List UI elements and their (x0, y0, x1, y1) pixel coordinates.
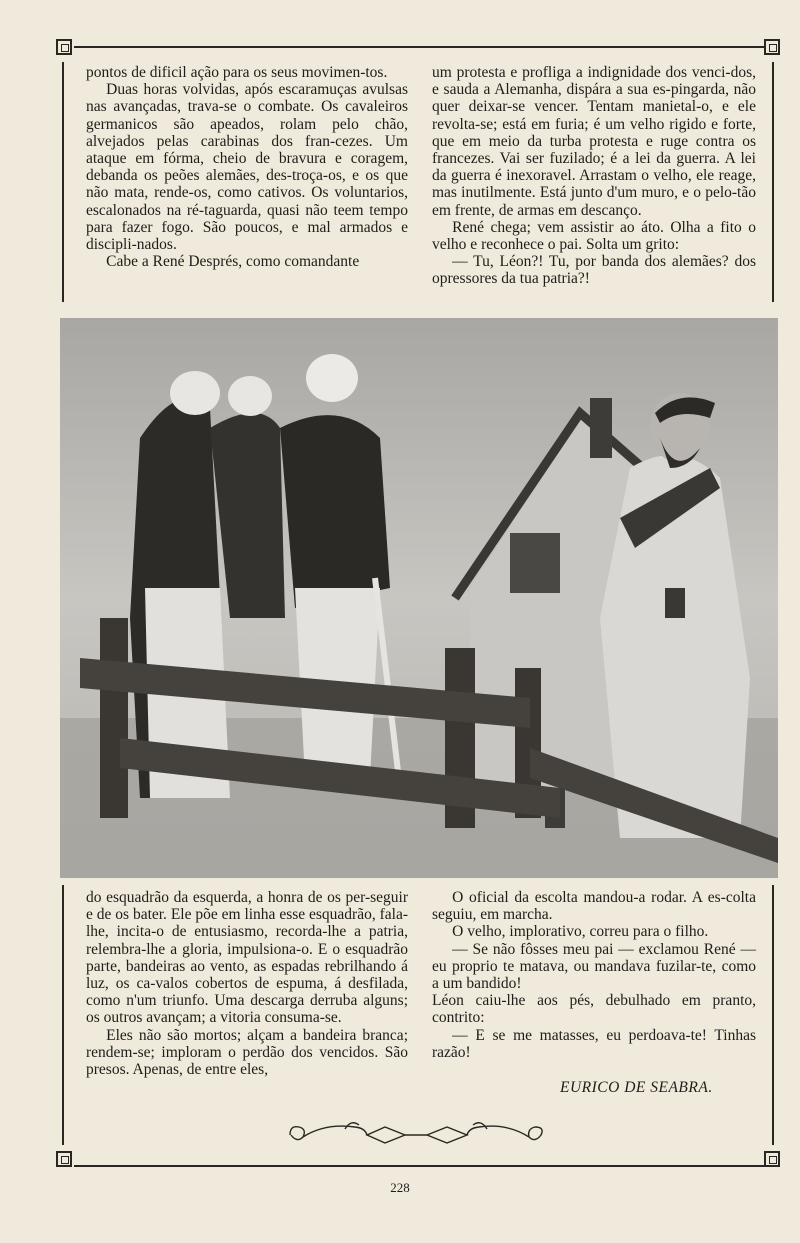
text-column-bottom-right (432, 889, 756, 1061)
paragraph: — Tu, Léon?! Tu, por banda dos alemães? dos opressores da tua patria?! (432, 253, 756, 288)
paragraph: René chega; vem assistir ao áto. Olha a fito o velho e reconhece o pai. Solta um grito: (432, 218, 756, 254)
text-column-top-left (86, 64, 408, 270)
paragraph: O velho, implorativo, correu para o filho. (452, 923, 709, 941)
left-rule-top (62, 62, 64, 302)
right-rule-top (772, 62, 774, 302)
story-illustration (60, 318, 778, 878)
text-column-top-right (432, 64, 756, 288)
paragraph: O oficial da escolta mandou-a rodar. A es-colta seguiu, em marcha. (432, 889, 756, 924)
top-rule (74, 46, 764, 48)
left-rule-bottom (62, 885, 64, 1145)
corner-ornament-bottom-right (764, 1151, 780, 1167)
corner-ornament-bottom-left (56, 1151, 72, 1167)
page-number: 228 (390, 1180, 410, 1195)
paragraph: — Se não fôsses meu pai — exclamou René — eu proprio te matava, ou mandava fuzilar-te, como a um bandido! (432, 940, 756, 993)
paragraph: pontos de dificil ação para os seus movimen-tos. (86, 64, 388, 81)
bottom-rule (74, 1165, 764, 1167)
illustration-drawing (60, 318, 778, 878)
corner-ornament-top-right (764, 39, 780, 55)
right-rule-bottom (772, 885, 774, 1145)
author-signature: EURICO DE SEABRA. (560, 1079, 713, 1096)
paragraph: do esquadrão da esquerda, a honra de os per-seguir e de os bater. Ele põe em linha esse esquadrão, fala-lhe, incita-o de entusiasmo, recorda-lhe a patria, relembra-lhe a gloria, impulsiona-o. E o esquadrão parte, bandeiras ao vento, as espadas rebrilhando á luz, os ca-valos cobertos de espuma, á desfilada, como n'um triunfo. Uma descarga derruba alguns; os outros avançam; a vitoria consuma-se. (86, 889, 408, 1027)
corner-ornament-top-left (56, 39, 72, 55)
paragraph: Duas horas volvidas, após escaramuças avulsas nas avançadas, trava-se o combate. Os cavaleiros germanicos são apeados, rolam pelo chão, alvejados pelas carabinas dos fran-cezes. Um ataque em fórma, cheio de bravura e coragem, debanda os peões alemães, des-troça-os, e os que não mata, rende-os, como cativos. Os voluntarios, escalonados na ré-taguarda, quasi não teem tempo para fazer fogo. São poucos, e mal armados e discipli-nados. (86, 81, 408, 254)
decorative-flourish (285, 1113, 547, 1153)
paragraph: Léon caiu-lhe aos pés, debulhado em pranto, contrito: (432, 992, 756, 1027)
paragraph: — E se me matasses, eu perdoava-te! Tinhas razão! (432, 1026, 756, 1061)
paragraph: Cabe a René Després, como comandante (106, 253, 360, 271)
paragraph: um protesta e profliga a indignidade dos venci-dos, e sauda a Alemanha, dispára a sua es-pingarda, não quer deixar-se vencer. Tentam manietal-o, e ele revolta-se; está em furia; é um velho rigido e forte, que em meio da turba protesta e ruge contra os francezes. Vai ser fuzilado; é a lei da guerra. A lei da guerra é inexoravel. Arrastam o velho, ele reage, mas inutilmente. Está junto d'um muro, e o pelo-tão em frente, de armas em descanço. (432, 64, 756, 219)
text-column-bottom-left (86, 889, 408, 1078)
paragraph: Eles não são mortos; alçam a bandeira branca; rendem-se; imploram o perdão dos vencidos. São presos. Apenas, de entre eles, (86, 1026, 408, 1079)
